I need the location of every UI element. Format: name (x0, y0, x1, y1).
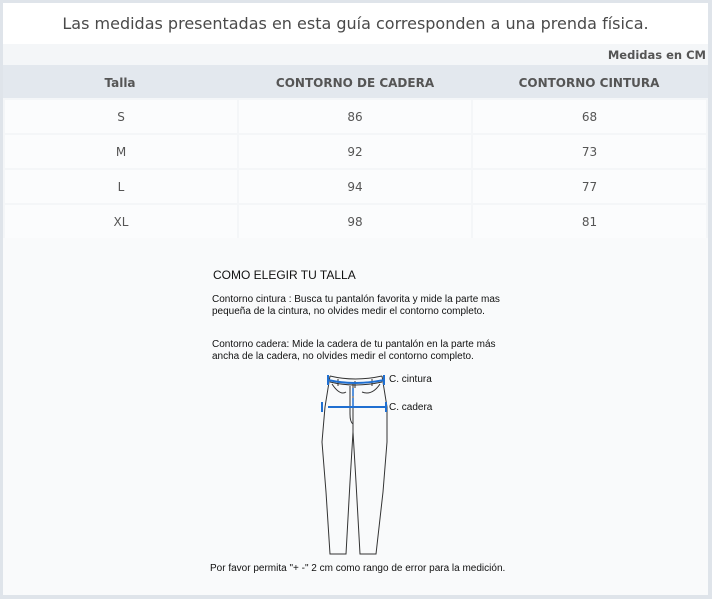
table-header (3, 65, 708, 98)
cell-hip: 92 (239, 135, 471, 168)
tolerance-note: Por favor permita "+ -" 2 cm como rango de error para la medición. (210, 563, 506, 574)
measurement-notice: Las medidas presentadas en esta guía corresponden a una prenda física. (3, 3, 708, 44)
table-row (3, 205, 708, 238)
cell-waist: 73 (473, 135, 706, 168)
hip-instructions: Contorno cadera: Mide la cadera de tu pantalón en la parte más ancha de la cadera, no olvides medir el contorno completo. (212, 339, 496, 362)
units-label: Medidas en CM (607, 48, 706, 62)
cell-size: S (5, 100, 237, 133)
header-waist: CONTORNO CINTURA (518, 76, 660, 90)
cell-hip: 86 (239, 100, 471, 133)
cell-waist: 77 (473, 170, 706, 203)
table-row (3, 135, 708, 168)
table-row (3, 170, 708, 203)
waist-diagram-label: C. cintura (389, 374, 432, 385)
cell-waist: 81 (473, 205, 706, 238)
cell-waist: 68 (473, 100, 706, 133)
cell-size: L (5, 170, 237, 203)
header-size: Talla (104, 76, 136, 90)
cell-size: M (5, 135, 237, 168)
measurement-lines (322, 375, 386, 412)
cell-hip: 94 (239, 170, 471, 203)
waist-instructions: Contorno cintura : Busca tu pantalón favorita y mide la parte mas pequeña de la cintura, no olvides medir el contorno completo. (212, 294, 500, 317)
table-row (3, 100, 708, 133)
cell-size: XL (5, 205, 237, 238)
hip-diagram-label: C. cadera (389, 402, 433, 413)
pants-diagram (300, 362, 410, 558)
cell-hip: 98 (239, 205, 471, 238)
header-hip: CONTORNO DE CADERA (275, 76, 435, 90)
guide-title: COMO ELEGIR TU TALLA (213, 268, 356, 282)
